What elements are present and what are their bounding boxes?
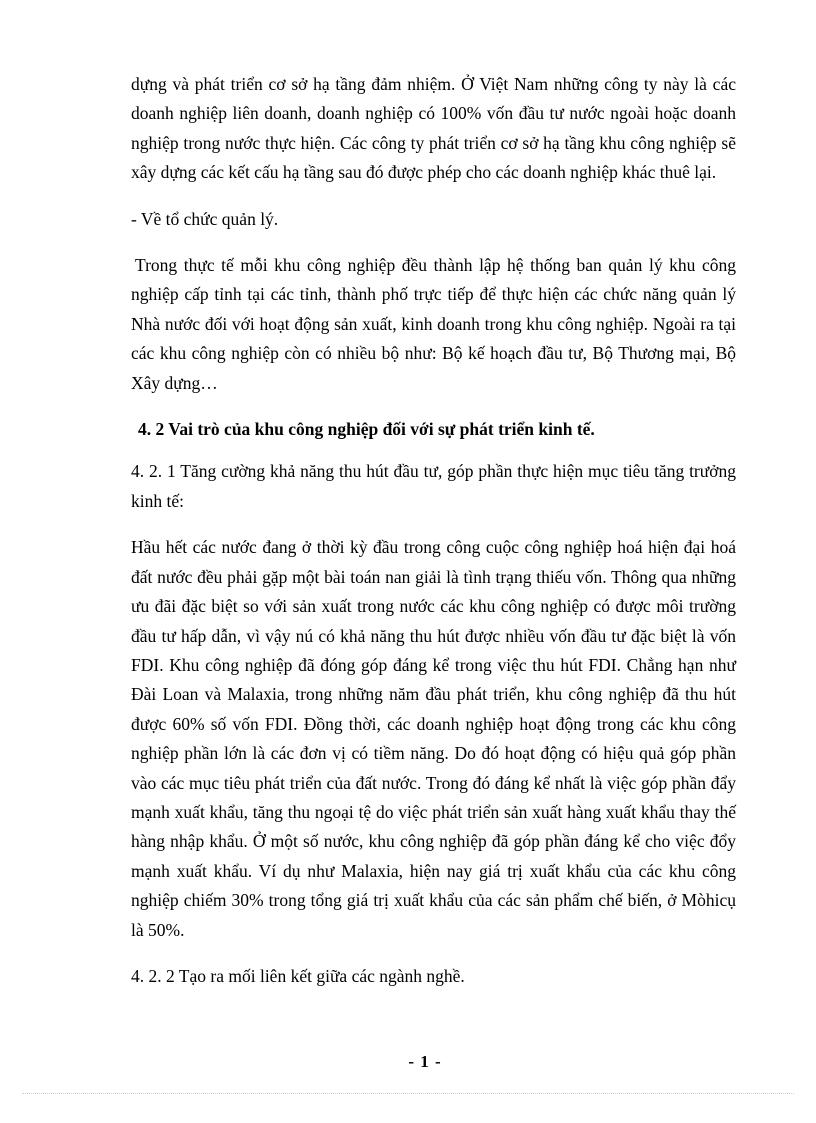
paragraph-investment-attraction: Hầu hết các nước đang ở thời kỳ đầu trong công cuộc công nghiệp hoá hiện đại hoá đất nước đều phải gặp một bài toán nan giải là tình trạng thiếu vốn. Thông qua những ưu đãi đặc biệt so với sản xuất trong nước các khu công nghiệp có được môi trường đầu tư hấp dẫn, vì vậy nú có khả năng thu hút được nhiều vốn đầu tư đặc biệt là vốn FDI. Khu công nghiệp đã đóng góp đáng kể trong việc thu hút FDI. Chẳng hạn như Đài Loan và Malaxia, trong những năm đầu phát triển, khu công nghiệp đã thu hút được 60% số vốn FDI. Đồng thời, các doanh nghiệp hoạt động trong các khu công nghiệp phần lớn là các đơn vị có tiềm năng. Do đó hoạt động có hiệu quả góp phần vào các mục tiêu phát triển của đất nước. Trong đó đáng kể nhất là việc góp phần đẩy mạnh xuất khẩu, tăng thu ngoại tệ do việc phát triển sản xuất hàng xuất khẩu thay thế hàng nhập khẩu. Ở một số nước, khu công nghiệp đã góp phần đáng kể cho việc đổy mạnh xuất khẩu. Ví dụ như Malaxia, hiện nay giá trị xuất khẩu của các khu công nghiệp chiếm 30% trong tổng giá trị xuất khẩu của các sản phẩm chế biến, ở Mòhicụ là 50%. [131, 537, 736, 940]
paragraph-infrastructure-developers: dựng và phát triển cơ sở hạ tầng đảm nhiệm. Ở Việt Nam những công ty này là các doanh nghiệp liên doanh, doanh nghiệp có 100% vốn đầu tư nước ngoài hoặc doanh nghiệp trong nước thực hiện. Các công ty phát triển cơ sở hạ tầng khu công nghiệp sẽ xây dựng các kết cấu hạ tầng sau đó được phép cho các doanh nghiệp khác thuê lại. [131, 74, 736, 183]
section-heading-role-of-industrial-zones: 4. 2 Vai trò của khu công nghiệp đối với sự phát triển kinh tế. [138, 419, 595, 440]
paragraph-management-heading: - Về tổ chức quản lý. [131, 208, 279, 229]
paragraph-management-boards: Trong thực tế mỗi khu công nghiệp đều thành lập hệ thống ban quản lý khu công nghiệp cấp tỉnh tại các tỉnh, thành phố trực tiếp để thực hiện các chức năng quản lý Nhà nước đối với hoạt động sản xuất, kinh doanh trong khu công nghiệp. Ngoài ra tại các khu công nghiệp còn có nhiều bộ như: Bộ kế hoạch đầu tư, Bộ Thương mại, Bộ Xây dựng… [131, 255, 736, 393]
page-number: - 1 - [408, 1052, 442, 1071]
document-body [131, 70, 736, 991]
subsection-heading-investment-attraction: 4. 2. 1 Tăng cường khả năng thu hút đầu tư, góp phần thực hiện mục tiêu tăng trưởng kinh tế: [131, 461, 736, 511]
footer-divider [22, 1093, 794, 1094]
subsection-heading-industry-linkage: 4. 2. 2 Tạo ra mối liên kết giữa các ngành nghề. [131, 965, 465, 986]
